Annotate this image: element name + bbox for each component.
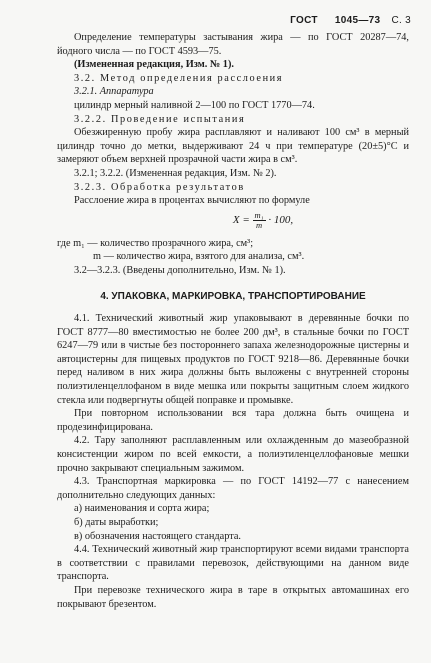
formula-eq: = [239, 213, 253, 226]
amendment-note-1: (Измененная редакция, Изм. № 1). [74, 59, 234, 71]
formula-denominator: m [256, 219, 263, 230]
paragraph-4-3: 4.3. Транспортная маркировка — по ГОСТ 14192—77 с нанесением дополнительно следующих данных: [57, 476, 409, 501]
document-body [57, 31, 409, 611]
paragraph-freezing-point: Определение температуры застывания жира — по ГОСТ 20287—74, йодного числа — по ГОСТ 4593—75. [57, 32, 409, 57]
standard-number: 1045—73 [334, 15, 381, 26]
formula-legend-m1: где m₁ — количество прозрачного жира, см³; [57, 237, 254, 249]
paragraph-4-4: 4.4. Технический животный жир транспортируют всеми видами транспорта в соответствии с правилами перевозок, действующими на данном виде транспорта. [57, 544, 409, 583]
paragraph-reuse: При повторном использовании вся тара должна быть очищена и продезинфицирована. [57, 408, 409, 433]
procedure-paragraph: Обезжиренную пробу жира расплавляют и наливают 100 см³ в мерный цилиндр точно до метки, выдерживают 24 ч при температуре (20±5)°С и замеряют объем верхней прозрачной части жира в см³. [57, 127, 409, 166]
results-heading: 3.2.3. Обработка результатов [74, 181, 245, 193]
page-number: С. 3 [391, 15, 411, 26]
list-item-a: а) наименования и сорта жира; [74, 503, 210, 515]
formula-fraction [253, 211, 266, 230]
amendment-note-2: 3.2.1; 3.2.2. (Измененная редакция, Изм. № 2). [74, 167, 277, 179]
formula-rhs: · 100, [265, 213, 294, 226]
procedure-heading: 3.2.2. Проведение испытания [74, 113, 246, 125]
apparatus-item: цилиндр мерный наливной 2—100 по ГОСТ 1770—74. [74, 99, 315, 111]
paragraph-open-trucks: При перевозке технического жира в таре в открытых автомашинах его покрывают брезентом. [57, 584, 409, 610]
list-item-b: б) даты выработки; [74, 517, 159, 528]
paragraph-4-1: 4.1. Технический животный жир упаковывают в деревянные бочки по ГОСТ 8777—80 вместимостью не более 200 дм³, в стальные бочки по ГОСТ 6247—79 или в чистые без постороннего запаха железнодорожные цистерны и автоцистерны для пищевых продуктов по ГОСТ 9218—86. Деревянные бочки перед наливом в них жира должны быть выложены с внутренней стороны полиэтиленцеллофаном в виде мешка или покрыты защитным слоем жидкого стекла или подвергнуты общей поправке и промывке. [57, 313, 409, 406]
section-title: 4. УПАКОВКА, МАРКИРОВКА, ТРАНСПОРТИРОВАНИЕ [100, 290, 366, 302]
formula-numerator: m₁ [254, 209, 264, 220]
formula-intro: Расслоение жира в процентах вычисляют по формуле [74, 195, 310, 207]
apparatus-heading: 3.2.1. Аппаратура [74, 86, 154, 98]
page-header [276, 14, 411, 28]
list-item-v: в) обозначения настоящего стандарта. [74, 530, 241, 542]
method-heading: 3.2. Метод определения расслоения [74, 72, 284, 84]
standard-label: ГОСТ [290, 15, 318, 26]
formula-lhs: X [232, 213, 240, 226]
formula-legend-m: m — количество жира, взятого для анализа, см³. [93, 251, 305, 263]
amendment-note-3: 3.2—3.2.3. (Введены дополнительно, Изм. № 1). [74, 264, 286, 276]
separation-formula [117, 211, 409, 233]
paragraph-4-2: 4.2. Тару заполняют расплавленным или охлажденным до мазеобразной консистенции жиром по всей емкости, а полиэтиленцеллофановые мешки прочно закрывают специальным зажимом. [57, 435, 409, 474]
